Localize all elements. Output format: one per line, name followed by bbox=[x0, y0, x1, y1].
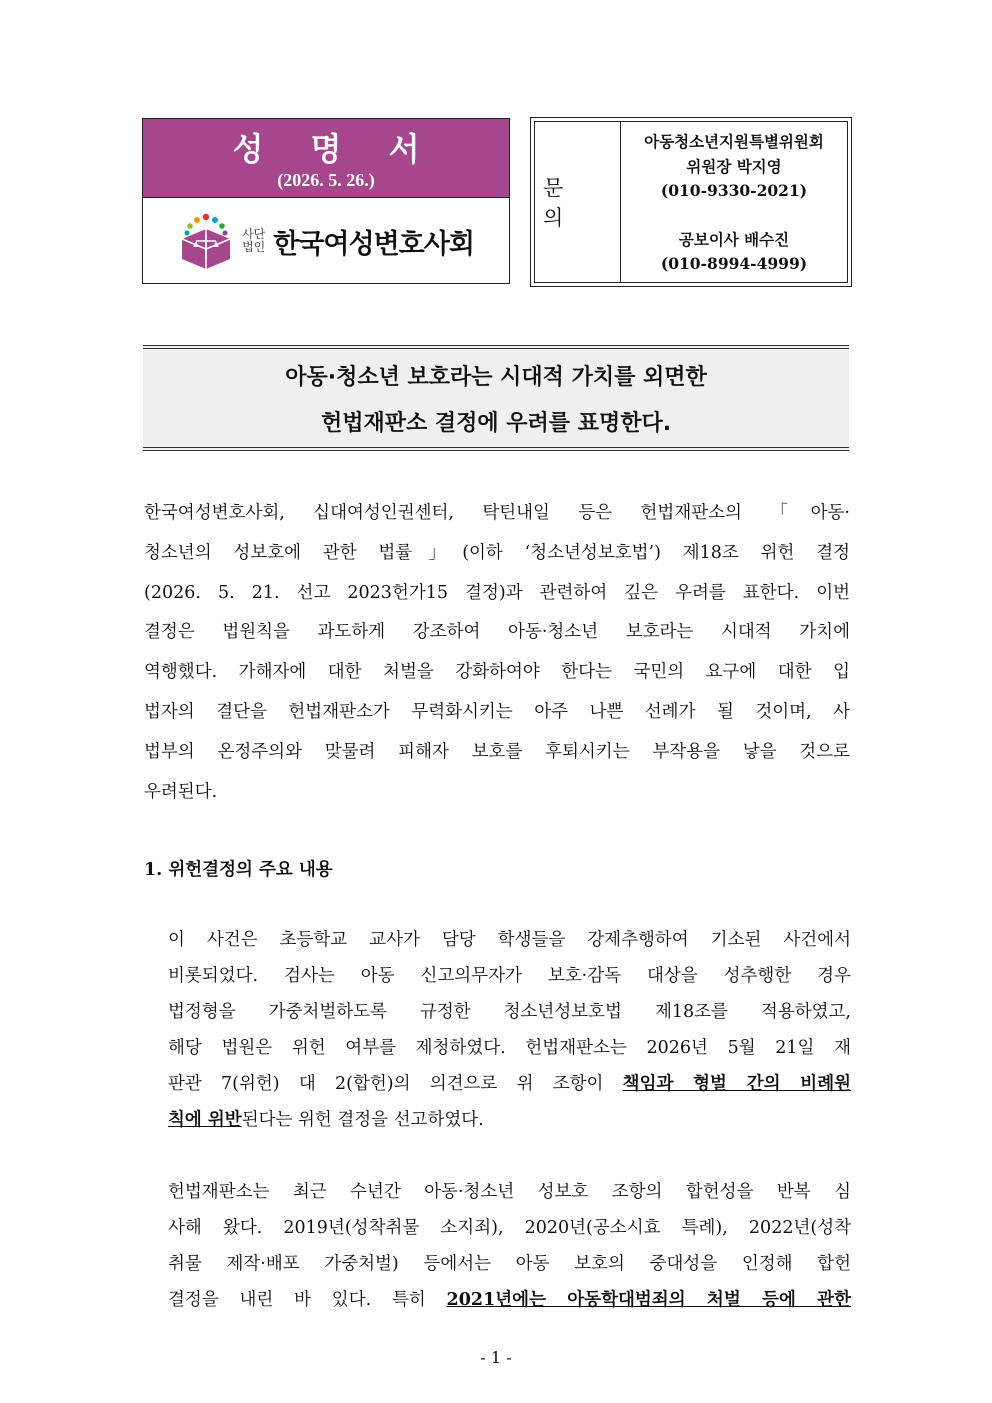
text-line: 법정형을 가중처벌하도록 규정한 청소년성보호법 제18조를 적용하였고, bbox=[168, 1002, 851, 1022]
text-line: 판관 7(위헌) 대 2(합헌)의 의견으로 위 조항이 책임과 형벌 간의 비례원 bbox=[168, 1074, 852, 1094]
contact-details bbox=[621, 122, 847, 282]
org-logo-icon bbox=[178, 211, 234, 271]
org-logo bbox=[143, 199, 509, 283]
org-type: 사단 법인 bbox=[242, 227, 266, 254]
text-line: 이 사건은 초등학교 교사가 담당 학생들을 강제추행하여 기소된 사건에서 bbox=[168, 930, 851, 950]
contact-chair-phone: (010-9330-2021) bbox=[660, 181, 808, 200]
text-line: 법부의 온정주의와 맞물려 피해자 보호를 후퇴시키는 부작용을 낳을 것으로 bbox=[144, 741, 850, 762]
section-heading: 1. 위헌결정의 주요 내용 bbox=[144, 860, 333, 880]
text-line: 칙에 위반된다는 위헌 결정을 선고하였다. bbox=[168, 1110, 484, 1130]
headline-box bbox=[143, 345, 849, 451]
text-line: 법자의 결단을 헌법재판소가 무력화시키는 아주 나쁜 선례가 될 것이며, 사 bbox=[144, 701, 850, 722]
text-line: 결정을 내린 바 있다. 특히 2021년에는 아동학대범죄의 처벌 등에 관한 bbox=[168, 1290, 851, 1310]
text-line: 한국여성변호사회, 십대여성인권센터, 탁틴내일 등은 헌법재판소의 「아동· bbox=[144, 503, 850, 523]
text-line: 결정은 법원칙을 과도하게 강조하여 아동·청소년 보호라는 시대적 가치에 bbox=[144, 622, 850, 643]
contact-pr: 공보이사 배수진 bbox=[678, 229, 790, 249]
headline-line-2: 헌법재판소 결정에 우려를 표명한다. bbox=[320, 411, 672, 436]
section-paragraph-2 bbox=[168, 1174, 851, 1318]
title-band bbox=[143, 119, 509, 198]
contact-committee: 아동청소년지원특별위원회 bbox=[644, 132, 824, 151]
text-line: 청소년의 성보호에 관한 법률」(이하 ‘청소년성보호법’) 제18조 위헌 결정 bbox=[144, 542, 850, 563]
page-number: - 1 - bbox=[480, 1348, 512, 1367]
emphasis-underline: 2021년에는 아동학대범죄의 처벌 등에 관한 bbox=[446, 1290, 851, 1310]
contact-label: 문 의 bbox=[535, 122, 621, 282]
text-line: 역행했다. 가해자에 대한 처벌을 강화하여야 한다는 국민의 요구에 대한 입 bbox=[144, 662, 850, 683]
statement-header bbox=[142, 118, 510, 284]
intro-paragraph bbox=[144, 494, 850, 812]
emphasis-underline: 칙에 위반 bbox=[168, 1110, 242, 1130]
section-paragraph-1 bbox=[168, 922, 851, 1138]
text-line: 해당 법원은 위헌 여부를 제청하였다. 헌법재판소는 2026년 5월 21일 재 bbox=[168, 1038, 851, 1058]
doc-title: 성 명 서 bbox=[232, 130, 438, 168]
contact-pr-phone: (010-8994-4999) bbox=[660, 254, 808, 273]
doc-date: (2026. 5. 26.) bbox=[277, 170, 375, 190]
text-line: 비롯되었다. 검사는 아동 신고의무자가 보호·감독 대상을 성추행한 경우 bbox=[168, 966, 851, 986]
text-line: 헌법재판소는 최근 수년간 아동·청소년 성보호 조항의 합헌성을 반복 심 bbox=[168, 1182, 851, 1202]
text-line: 우려된다. bbox=[144, 781, 218, 802]
headline-line-1: 아동·청소년 보호라는 시대적 가치를 외면한 bbox=[285, 365, 707, 390]
emphasis-underline: 책임과 형벌 간의 비례원 bbox=[622, 1074, 852, 1094]
text-line: 취물 제작·배포 가중처벌) 등에서는 아동 보호의 중대성을 인정해 합헌 bbox=[168, 1254, 851, 1274]
contact-chair: 위원장 박지영 bbox=[686, 156, 782, 176]
org-name: 한국여성변호사회 bbox=[273, 228, 474, 260]
text-line: 사해 왔다. 2019년(성착취물 소지죄), 2020년(공소시효 특례), 2022년(성착 bbox=[168, 1218, 851, 1238]
contact-box bbox=[530, 117, 852, 287]
text-line: (2026. 5. 21. 선고 2023헌가15 결정)과 관련하여 깊은 우려를 표한다. 이번 bbox=[144, 582, 850, 603]
